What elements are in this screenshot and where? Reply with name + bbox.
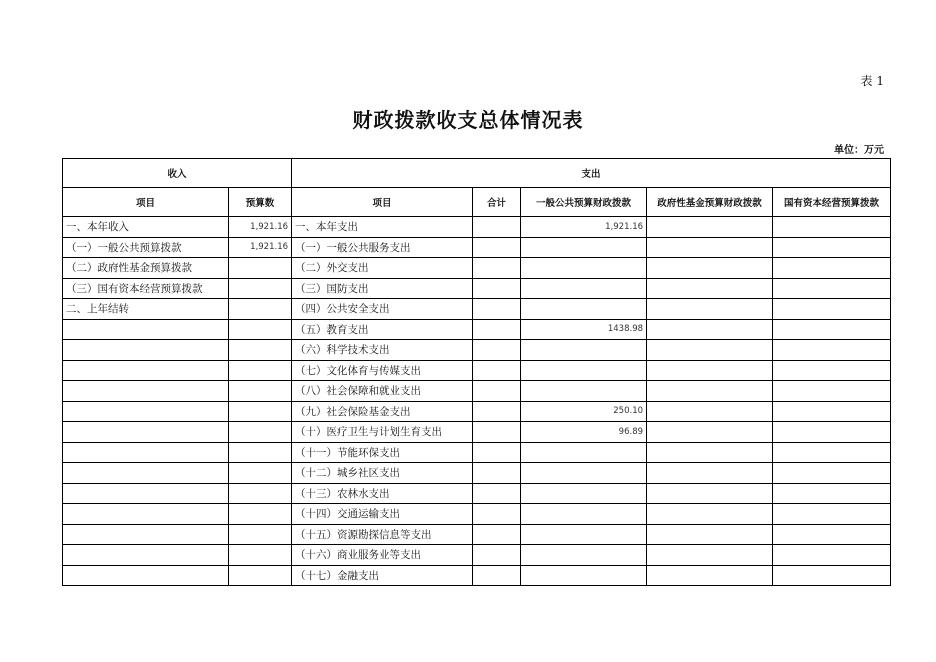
expense-item-cell: （五）教育支出 bbox=[292, 319, 473, 340]
table-row bbox=[63, 565, 891, 586]
income-budget-cell: 1,921.16 bbox=[229, 237, 292, 258]
income-budget-cell bbox=[229, 483, 292, 504]
general-budget-cell bbox=[521, 360, 647, 381]
table-row bbox=[63, 524, 891, 545]
income-item-cell: （三）国有资本经营预算拨款 bbox=[63, 278, 229, 299]
fund-budget-cell bbox=[647, 565, 773, 586]
budget-table bbox=[62, 158, 891, 586]
general-budget-cell bbox=[521, 340, 647, 361]
fund-budget-cell bbox=[647, 422, 773, 443]
general-budget-header: 一般公共预算财政拨款 bbox=[521, 188, 647, 217]
income-budget-cell bbox=[229, 360, 292, 381]
income-budget-cell bbox=[229, 381, 292, 402]
total-cell bbox=[473, 524, 521, 545]
expense-item-cell: （十二）城乡社区支出 bbox=[292, 463, 473, 484]
state-capital-cell bbox=[773, 319, 891, 340]
income-item-cell bbox=[63, 442, 229, 463]
income-item-cell bbox=[63, 381, 229, 402]
income-budget-cell bbox=[229, 319, 292, 340]
general-budget-cell bbox=[521, 565, 647, 586]
fund-budget-cell bbox=[647, 217, 773, 238]
table-row bbox=[63, 545, 891, 566]
income-item-cell bbox=[63, 340, 229, 361]
table-row bbox=[63, 463, 891, 484]
income-header: 收入 bbox=[63, 159, 292, 188]
total-cell bbox=[473, 278, 521, 299]
fund-budget-cell bbox=[647, 360, 773, 381]
fund-budget-cell bbox=[647, 381, 773, 402]
state-capital-cell bbox=[773, 237, 891, 258]
income-item-cell bbox=[63, 422, 229, 443]
fund-budget-cell bbox=[647, 299, 773, 320]
general-budget-cell bbox=[521, 278, 647, 299]
income-budget-cell bbox=[229, 340, 292, 361]
table-row bbox=[63, 401, 891, 422]
total-cell bbox=[473, 381, 521, 402]
state-capital-cell bbox=[773, 360, 891, 381]
table-row bbox=[63, 422, 891, 443]
table-row bbox=[63, 360, 891, 381]
income-budget-cell bbox=[229, 422, 292, 443]
income-budget-cell bbox=[229, 401, 292, 422]
expense-item-header: 项目 bbox=[292, 188, 473, 217]
table-row bbox=[63, 504, 891, 525]
state-capital-cell bbox=[773, 422, 891, 443]
fund-budget-cell bbox=[647, 258, 773, 279]
total-header: 合计 bbox=[473, 188, 521, 217]
state-capital-cell bbox=[773, 258, 891, 279]
expense-item-cell: （二）外交支出 bbox=[292, 258, 473, 279]
income-item-header: 项目 bbox=[63, 188, 229, 217]
income-item-cell bbox=[63, 483, 229, 504]
state-capital-cell bbox=[773, 545, 891, 566]
expense-item-cell: （十七）金融支出 bbox=[292, 565, 473, 586]
total-cell bbox=[473, 483, 521, 504]
income-budget-cell bbox=[229, 545, 292, 566]
state-capital-cell bbox=[773, 463, 891, 484]
expense-item-cell: （十）医疗卫生与计划生育支出 bbox=[292, 422, 473, 443]
income-item-cell bbox=[63, 360, 229, 381]
income-item-cell: （一）一般公共预算拨款 bbox=[63, 237, 229, 258]
fund-budget-cell bbox=[647, 237, 773, 258]
state-capital-cell bbox=[773, 278, 891, 299]
unit-label: 单位：万元 bbox=[834, 145, 884, 156]
total-cell bbox=[473, 463, 521, 484]
table-row bbox=[63, 319, 891, 340]
total-cell bbox=[473, 217, 521, 238]
income-item-cell bbox=[63, 401, 229, 422]
total-cell bbox=[473, 504, 521, 525]
table-row bbox=[63, 340, 891, 361]
income-budget-cell bbox=[229, 565, 292, 586]
expense-item-cell: （一）一般公共服务支出 bbox=[292, 237, 473, 258]
table-row bbox=[63, 237, 891, 258]
income-item-cell bbox=[63, 319, 229, 340]
income-item-cell bbox=[63, 565, 229, 586]
income-budget-cell bbox=[229, 258, 292, 279]
table-row bbox=[63, 483, 891, 504]
expense-item-cell: （十三）农林水支出 bbox=[292, 483, 473, 504]
expense-header: 支出 bbox=[292, 159, 891, 188]
table-row bbox=[63, 381, 891, 402]
state-capital-cell bbox=[773, 340, 891, 361]
table-row bbox=[63, 278, 891, 299]
expense-item-cell: （十五）资源勘探信息等支出 bbox=[292, 524, 473, 545]
total-cell bbox=[473, 237, 521, 258]
general-budget-cell: 1,921.16 bbox=[521, 217, 647, 238]
total-cell bbox=[473, 340, 521, 361]
state-capital-cell bbox=[773, 217, 891, 238]
state-capital-cell bbox=[773, 483, 891, 504]
page-title: 财政拨款收支总体情况表 bbox=[352, 108, 584, 132]
expense-item-cell: （九）社会保险基金支出 bbox=[292, 401, 473, 422]
state-capital-cell bbox=[773, 524, 891, 545]
state-capital-cell bbox=[773, 565, 891, 586]
total-cell bbox=[473, 545, 521, 566]
general-budget-cell: 96.89 bbox=[521, 422, 647, 443]
income-item-cell: （二）政府性基金预算拨款 bbox=[63, 258, 229, 279]
fund-budget-cell bbox=[647, 545, 773, 566]
total-cell bbox=[473, 442, 521, 463]
fund-budget-cell bbox=[647, 401, 773, 422]
fund-budget-cell bbox=[647, 319, 773, 340]
state-capital-cell bbox=[773, 401, 891, 422]
expense-item-cell: （七）文化体育与传媒支出 bbox=[292, 360, 473, 381]
income-budget-cell bbox=[229, 442, 292, 463]
total-cell bbox=[473, 565, 521, 586]
expense-item-cell: （三）国防支出 bbox=[292, 278, 473, 299]
total-cell bbox=[473, 360, 521, 381]
total-cell bbox=[473, 319, 521, 340]
table-row bbox=[63, 217, 891, 238]
general-budget-cell bbox=[521, 483, 647, 504]
fund-budget-cell bbox=[647, 524, 773, 545]
table-row bbox=[63, 258, 891, 279]
general-budget-cell bbox=[521, 299, 647, 320]
general-budget-cell bbox=[521, 381, 647, 402]
state-capital-cell bbox=[773, 504, 891, 525]
income-item-cell bbox=[63, 524, 229, 545]
income-item-cell: 一、本年收入 bbox=[63, 217, 229, 238]
income-budget-cell bbox=[229, 299, 292, 320]
general-budget-cell bbox=[521, 463, 647, 484]
income-item-cell bbox=[63, 545, 229, 566]
income-item-cell bbox=[63, 504, 229, 525]
state-capital-cell bbox=[773, 381, 891, 402]
income-budget-header: 预算数 bbox=[229, 188, 292, 217]
table-row bbox=[63, 442, 891, 463]
table-number: 表 1 bbox=[860, 74, 884, 88]
table-row bbox=[63, 299, 891, 320]
income-item-cell: 二、上年结转 bbox=[63, 299, 229, 320]
income-budget-cell: 1,921.16 bbox=[229, 217, 292, 238]
expense-item-cell: （十四）交通运输支出 bbox=[292, 504, 473, 525]
general-budget-cell bbox=[521, 545, 647, 566]
fund-budget-cell bbox=[647, 483, 773, 504]
income-budget-cell bbox=[229, 463, 292, 484]
total-cell bbox=[473, 299, 521, 320]
state-capital-cell bbox=[773, 299, 891, 320]
total-cell bbox=[473, 401, 521, 422]
expense-item-cell: （四）公共安全支出 bbox=[292, 299, 473, 320]
expense-item-cell: （十六）商业服务业等支出 bbox=[292, 545, 473, 566]
income-item-cell bbox=[63, 463, 229, 484]
general-budget-cell bbox=[521, 504, 647, 525]
fund-budget-cell bbox=[647, 278, 773, 299]
expense-item-cell: 一、本年支出 bbox=[292, 217, 473, 238]
general-budget-cell: 1438.98 bbox=[521, 319, 647, 340]
general-budget-cell bbox=[521, 442, 647, 463]
general-budget-cell bbox=[521, 524, 647, 545]
fund-budget-header: 政府性基金预算财政拨款 bbox=[647, 188, 773, 217]
fund-budget-cell bbox=[647, 340, 773, 361]
income-budget-cell bbox=[229, 524, 292, 545]
general-budget-cell: 250.10 bbox=[521, 401, 647, 422]
fund-budget-cell bbox=[647, 504, 773, 525]
expense-item-cell: （十一）节能环保支出 bbox=[292, 442, 473, 463]
fund-budget-cell bbox=[647, 463, 773, 484]
income-budget-cell bbox=[229, 278, 292, 299]
expense-item-cell: （八）社会保障和就业支出 bbox=[292, 381, 473, 402]
total-cell bbox=[473, 258, 521, 279]
general-budget-cell bbox=[521, 237, 647, 258]
income-budget-cell bbox=[229, 504, 292, 525]
state-capital-cell bbox=[773, 442, 891, 463]
fund-budget-cell bbox=[647, 442, 773, 463]
total-cell bbox=[473, 422, 521, 443]
general-budget-cell bbox=[521, 258, 647, 279]
expense-item-cell: （六）科学技术支出 bbox=[292, 340, 473, 361]
state-capital-header: 国有资本经营预算拨款 bbox=[773, 188, 891, 217]
